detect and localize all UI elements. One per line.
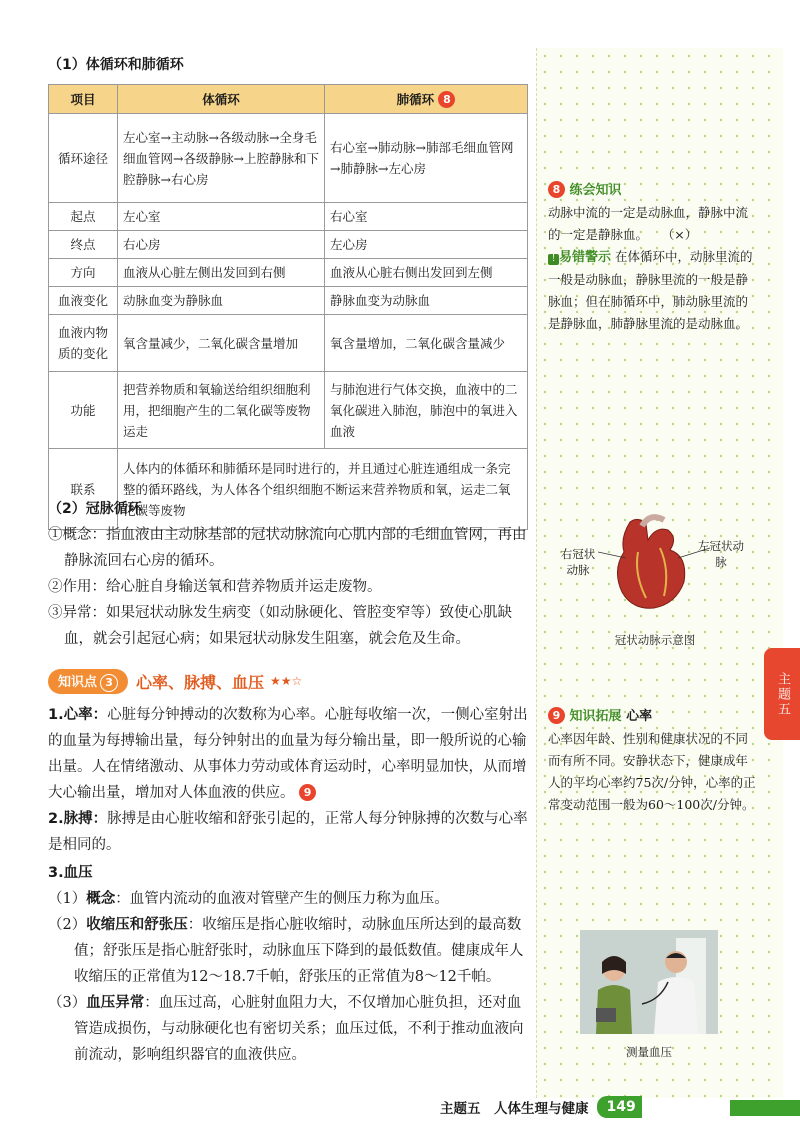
note-header <box>548 180 760 202</box>
photo-caption: 测量血压 <box>626 1045 672 1059</box>
knowledge-point-number: 3 <box>100 674 118 692</box>
page-number: 149 <box>597 1096 642 1118</box>
row-label: 终点 <box>49 231 118 259</box>
note-badge: 8 <box>438 91 455 108</box>
term-heart-rate: 心率： <box>63 707 108 723</box>
table-header: 项目 <box>49 85 118 114</box>
heart-figure <box>560 512 750 622</box>
table-cell: 血液从心脏左侧出发回到右侧 <box>118 259 325 287</box>
table-cell: 左心室→主动脉→各级动脉→全身毛细血管网→各级静脉→上腔静脉和下腔静脉→右心房 <box>118 114 325 203</box>
bp-term: 血压异常 <box>86 995 145 1011</box>
page-footer <box>440 1096 642 1118</box>
table-row <box>49 203 528 231</box>
bp-item <box>48 912 528 990</box>
warning-icon: ! <box>548 254 559 265</box>
coronary-item: ③异常：如果冠状动脉发生病变（如动脉硬化、管腔变窄等）致使心肌缺血，就会引起冠心病；如果冠状动脉发生阻塞，就会危及生命。 <box>48 605 512 647</box>
knowledge-point-title: 心率、脉搏、血压 <box>136 672 265 692</box>
coronary-item: ①概念：指血液由主动脉基部的冠状动脉流向心肌内部的毛细血管网，再由静脉流回右心房的循环。 <box>48 527 527 569</box>
note-badge: 9 <box>299 784 316 801</box>
answer-mark: （×） <box>668 227 698 242</box>
bp-item-prefix: （1） <box>48 891 87 907</box>
warning-block <box>548 246 760 335</box>
note-title: 练会知识 <box>569 183 622 198</box>
table-cell: 右心室 <box>325 203 528 231</box>
bp-text: ：血压过高，心脏射血阻力大，不仅增加心脏负担，还对血管造成损伤，与动脉硬化也有密切关系；血压过低，不利于推动血液向前流动，影响组织器官的血液供应。 <box>74 995 524 1063</box>
row-label: 血液内物质的变化 <box>49 315 118 372</box>
term-pulse: 脉搏： <box>63 811 108 827</box>
note-header <box>548 706 760 728</box>
statement-text: 动脉中流的一定是动脉血，静脉中流的一定是静脉血。 <box>548 205 749 242</box>
table-row <box>49 315 528 372</box>
table-cell: 血液从心脏右侧出发回到左侧 <box>325 259 528 287</box>
bp-text: ：收缩压是指心脏收缩时，动脉血压所达到的最高数值；舒张压是指心脏舒张时，动脉血压下降到的最低数值。健康成年人收缩压的正常值为12～18.7千帕，舒张压的正常值为8～12千帕。 <box>74 917 524 985</box>
table-cell: 氧含量增加，二氧化碳含量减少 <box>325 315 528 372</box>
table-cell: 与肺泡进行气体交换，血液中的二氧化碳进入肺泡，肺泡中的氧进入血液 <box>325 372 528 449</box>
bp-item-prefix: （3） <box>48 995 87 1011</box>
chapter-side-tab[interactable]: 主题五 <box>764 648 800 740</box>
coronary-item: ②作用：给心脏自身输送氧和营养物质并运走废物。 <box>48 579 382 595</box>
table-cell: 左心室 <box>118 203 325 231</box>
heart-rate-text: 心脏每分钟搏动的次数称为心率。心脏每收缩一次，一侧心室射出的血量为每搏输出量，每分钟射出的血量为每分输出量，即一般所说的心输出量。人在情绪激动、从事体力劳动或体育运动时，心率明显加快，从而增大心输出量，增加对人体血液的供应。 <box>48 707 528 801</box>
knowledge-point-tag <box>48 669 128 694</box>
bp-term: 概念 <box>86 891 116 907</box>
section-title-circulation: （1）体循环和肺循环 <box>48 57 184 73</box>
pulse-text: 脉搏是由心脏收缩和舒张引起的，正常人每分钟脉搏的次数与心率是相同的。 <box>48 811 528 853</box>
table-row <box>49 287 528 315</box>
table-cell: 氧含量减少，二氧化碳含量增加 <box>118 315 325 372</box>
table-cell: 右心房 <box>118 231 325 259</box>
label-left-coronary-artery: 左冠状动脉 <box>698 539 744 569</box>
difficulty-stars: ★★☆ <box>270 674 303 688</box>
table-header-row <box>49 85 528 114</box>
row-label: 血液变化 <box>49 287 118 315</box>
bp-item <box>48 990 528 1068</box>
table-cell: 右心室→肺动脉→肺部毛细血管网→肺静脉→左心房 <box>325 114 528 203</box>
knowledge-point-label: 知识点 <box>58 674 98 690</box>
blood-pressure-photo <box>580 930 718 1034</box>
table-row <box>49 114 528 203</box>
warning-text: 在体循环中，动脉里流的一般是动脉血，静脉里流的一般是静脉血；但在肺循环中，肺动脉里流的是静脉血，肺静脉里流的是动脉血。 <box>548 249 753 331</box>
circulation-table <box>48 84 528 530</box>
bp-term: 收缩压和舒张压 <box>86 917 188 933</box>
blood-pressure-heading: 3.血压 <box>48 865 93 881</box>
bp-item-prefix: （2） <box>48 917 87 933</box>
table-row <box>49 231 528 259</box>
note-practice-knowledge <box>548 180 760 335</box>
row-label: 功能 <box>49 372 118 449</box>
note-title: 知识拓展 <box>569 709 622 724</box>
row-label: 方向 <box>49 259 118 287</box>
table-row <box>49 259 528 287</box>
row-label: 联系 <box>49 449 118 530</box>
table-cell: 左心房 <box>325 231 528 259</box>
note-statement <box>548 202 760 246</box>
note-knowledge-extension <box>548 706 760 816</box>
blood-pressure-section <box>48 860 528 1068</box>
heart-rate-paragraph <box>48 702 528 806</box>
item-number: 2. <box>48 811 64 827</box>
footer-bar <box>730 1100 800 1116</box>
table-row <box>49 372 528 449</box>
doctor-patient-illustration <box>580 930 718 1034</box>
coronary-section <box>48 496 528 652</box>
table-cell: 把营养物质和氧输送给组织细胞利用，把细胞产生的二氧化碳等废物运走 <box>118 372 325 449</box>
table-cell: 人体内的体循环和肺循环是同时进行的，并且通过心脏连通组成一条完整的循环路线，为人体各个组织细胞不断运来营养物质和氧，运走二氧化碳等废物 <box>118 449 528 530</box>
note-badge: 9 <box>548 707 565 724</box>
note-subtitle: 心率 <box>626 709 653 724</box>
row-label: 循环途径 <box>49 114 118 203</box>
note-text: 心率因年龄、性别和健康状况的不同而有所不同。安静状态下，健康成年人的平均心率约75次/分钟，心率的正常变动范围一般为60～100次/分钟。 <box>548 731 756 812</box>
label-right-coronary-artery: 右冠状动脉 <box>560 547 596 577</box>
table-cell: 动脉血变为静脉血 <box>118 287 325 315</box>
note-badge: 8 <box>548 181 565 198</box>
footer-chapter-title: 主题五 人体生理与健康 <box>440 1101 589 1117</box>
knowledge-point-banner <box>48 668 302 694</box>
bp-text: ：血管内流动的血液对管壁产生的侧压力称为血压。 <box>115 891 449 907</box>
table-header-text: 肺循环 <box>396 91 435 107</box>
pulse-paragraph <box>48 806 528 858</box>
item-number: 1. <box>48 707 64 723</box>
heart-figure-caption: 冠状动脉示意图 <box>614 633 696 647</box>
warning-title: 易错警示 <box>559 250 612 265</box>
table-header: 体循环 <box>118 85 325 114</box>
bp-item <box>48 886 528 912</box>
table-cell: 静脉血变为动脉血 <box>325 287 528 315</box>
section-title-coronary: （2）冠脉循环 <box>48 501 142 517</box>
table-header <box>325 85 528 114</box>
row-label: 起点 <box>49 203 118 231</box>
